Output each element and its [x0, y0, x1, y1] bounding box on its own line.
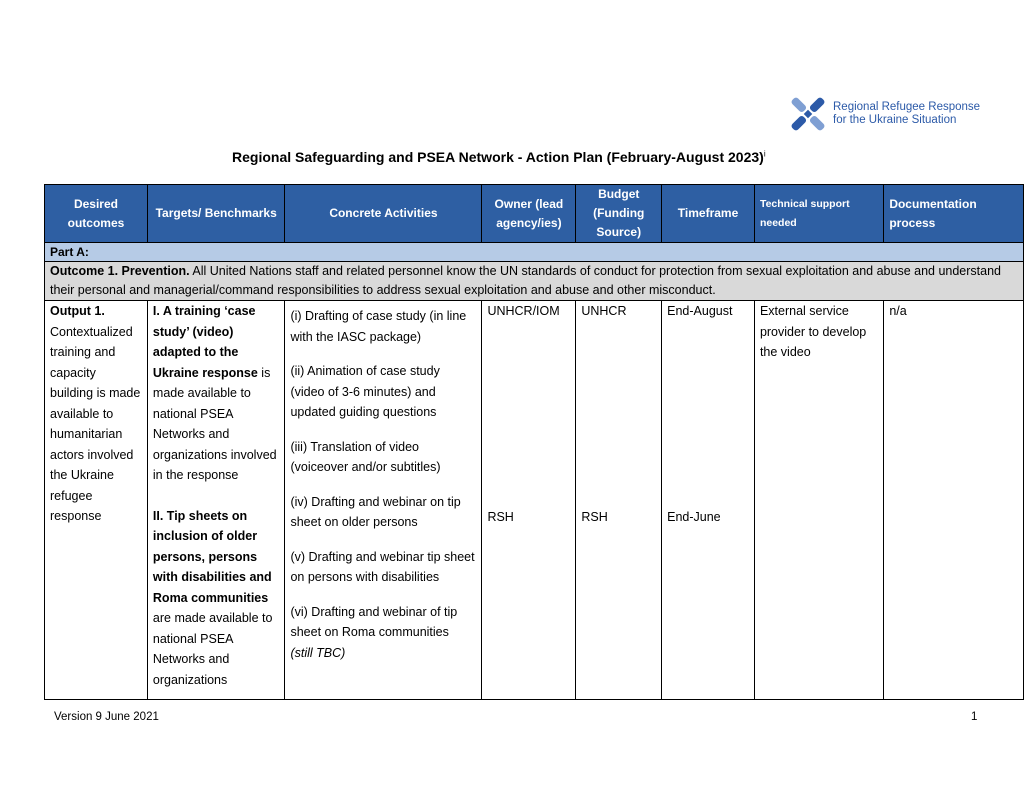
budget-cell [576, 301, 662, 700]
header-budget: Budget (Funding Source) [576, 185, 662, 243]
timeframe-2: End-June [667, 509, 721, 524]
header-desired-outcomes: Desired outcomes [45, 185, 148, 243]
title-footnote-mark: i [763, 149, 766, 159]
header-targets: Targets/ Benchmarks [147, 185, 285, 243]
desired-outcome-cell [45, 301, 148, 700]
owner-spacer [487, 322, 570, 507]
target-1-title: I. A training ‘case study’ (video) adapted to the Ukraine response [152, 304, 258, 380]
footer-page-number: 1 [971, 711, 978, 723]
documentation-cell: n/a [884, 301, 1024, 700]
activity-item: (iii) Translation of video (voiceover and/or subtitles) [290, 439, 441, 474]
targets-cell [147, 301, 285, 700]
document-title-text: Regional Safeguarding and PSEA Network - Action Plan (February-August 2023) [232, 149, 764, 165]
owner-cell [482, 301, 576, 700]
output-title: Output 1. [50, 304, 105, 318]
target-2-text: are made available to national PSEA Networks and organizations [152, 611, 273, 687]
activity-item: (v) Drafting and webinar tip sheet on persons with disabilities [290, 549, 475, 584]
activity-item-text: (vi) Drafting and webinar of tip sheet on Roma communities [290, 604, 458, 639]
outcome-row [45, 262, 1024, 301]
owner-2: RSH [487, 509, 514, 524]
table-header-row [45, 185, 1024, 243]
target-spacer [153, 486, 280, 506]
target-2-title: II. Tip sheets on inclusion of older persons, persons with disabilities and Roma communities [152, 508, 272, 605]
table-row [45, 301, 1024, 700]
logo [786, 92, 986, 136]
timeframe-spacer [667, 322, 749, 507]
budget-1: UNHCR [581, 304, 627, 318]
output-text: Contextualized training and capacity building is made available to humanitarian actors involved the Ukraine refugee response [50, 324, 141, 523]
outcome-cell [45, 262, 1024, 301]
outcome-text: All United Nations staff and related personnel know the UN standards of conduct for protection from sexual exploitation and abuse and understand their personal and managerial/command responsibilities to address sexual exploitation and abuse and other misconduct. [50, 264, 1002, 297]
logo-line-1: Regional Refugee Response [833, 101, 981, 113]
header-technical-support: Technical support needed [754, 185, 883, 243]
header-timeframe: Timeframe [662, 185, 755, 243]
activity-item-last [290, 602, 476, 664]
header-documentation: Documentation process [884, 185, 1024, 243]
header-activities: Concrete Activities [285, 185, 482, 243]
part-a-row [45, 243, 1024, 262]
owner-1: UNHCR/IOM [487, 304, 560, 318]
action-plan-table [44, 184, 1024, 700]
logo-text [833, 101, 980, 127]
activity-item: (ii) Animation of case study (video of 3-6 minutes) and updated guiding questions [290, 364, 440, 419]
target-1-text: is made available to national PSEA Networks and organizations involved in the response [152, 365, 277, 482]
footer-version: Version 9 June 2021 [54, 711, 159, 723]
activity-item: (iv) Drafting and webinar on tip sheet on older persons [290, 494, 461, 529]
timeframe-cell [662, 301, 755, 700]
document-title [232, 149, 766, 165]
timeframe-1: End-August [667, 304, 733, 318]
outcome-title: Outcome 1. Prevention. [50, 264, 190, 278]
regional-response-logo-icon [786, 92, 830, 136]
logo-line-2: for the Ukraine Situation [833, 114, 957, 126]
activity-item: (i) Drafting of case study (in line with the IASC package) [290, 309, 467, 344]
budget-spacer [581, 322, 656, 507]
part-a-label: Part A: [45, 243, 1024, 262]
activity-note: (still TBC) [290, 645, 346, 660]
budget-2: RSH [581, 509, 608, 524]
activities-cell [285, 301, 482, 700]
header-owner: Owner (lead agency/ies) [482, 185, 576, 243]
technical-support-cell: External service provider to develop the video [754, 301, 883, 700]
